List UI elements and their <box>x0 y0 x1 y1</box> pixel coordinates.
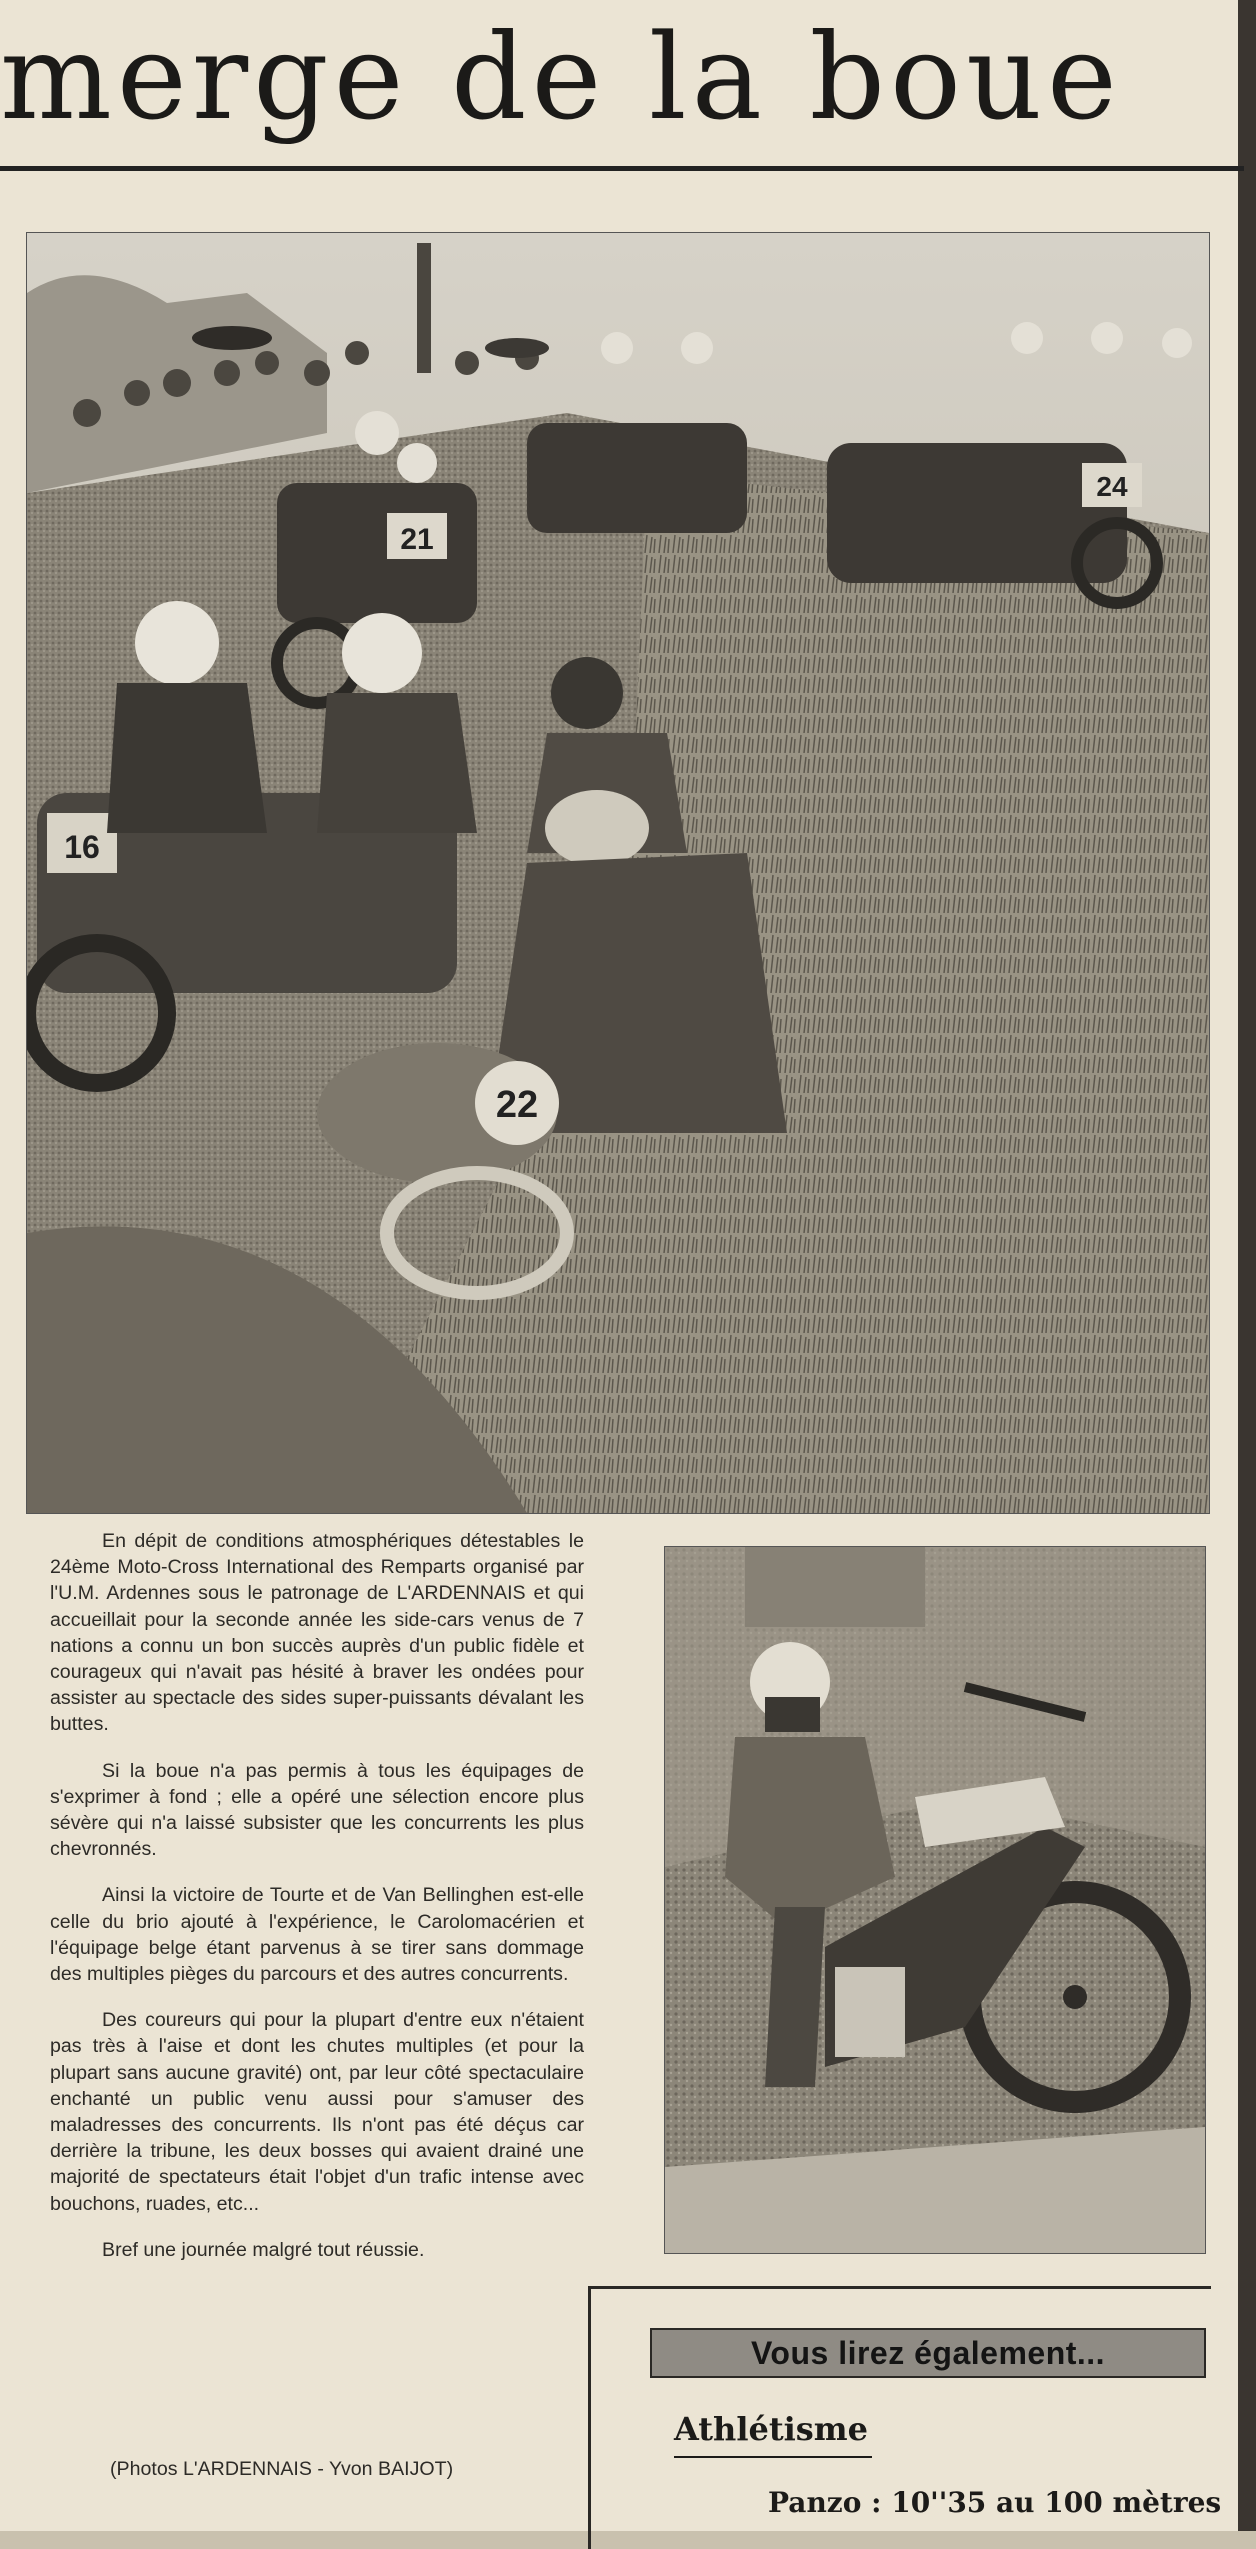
article-paragraph: Bref une journée malgré tout réussie. <box>102 2238 425 2261</box>
scan-edge <box>1238 0 1256 2531</box>
photo-credit: (Photos L'ARDENNAIS - Yvon BAIJOT) <box>110 2458 454 2480</box>
also-read-item: Panzo : 10''35 au 100 mètres <box>768 2486 1222 2519</box>
number-16: 16 <box>64 829 100 865</box>
section-heading: Athlétisme <box>674 2410 868 2448</box>
article-paragraph: Ainsi la victoire de Tourte et de Van Bellinghen est-elle celle du brio ajouté à l'expérience, le Carolomacérien et l'équipage belge étant parvenus à se tirer sans dommage des multiples pièges du parcours et des autres concurrents. <box>50 1884 584 1986</box>
number-22: 22 <box>495 1084 539 1126</box>
main-photo <box>26 232 1210 1514</box>
secondary-photo <box>664 1546 1206 2254</box>
also-read-title: Vous lirez également... <box>650 2328 1206 2378</box>
number-24: 24 <box>1096 471 1128 502</box>
section-underline <box>674 2456 872 2458</box>
headline-rule <box>0 166 1244 171</box>
number-21: 21 <box>400 523 434 556</box>
article-paragraph: En dépit de conditions atmosphériques détestables le 24ème Moto-Cross International des Remparts organisé par l'U.M. Ardennes sous le patronage de L'ARDENNAIS et qui accueillait pour la seconde année les side-cars venus de 7 nations a connu un bon succès auprès d'un public fidèle et courageux qui n'avait pas hésité à braver les ondées pour assister au spectacle des sides super-puissants dévalant les buttes. <box>50 1530 584 1736</box>
article-body <box>50 1528 584 2283</box>
article-paragraph: Si la boue n'a pas permis à tous les équipages de s'exprimer à fond ; elle a opéré une sélection encore plus sévère qui n'a laissé subsister que les concurrents les plus chevronnés. <box>50 1759 584 1861</box>
article-paragraph: Des coureurs qui pour la plupart d'entre eux n'étaient pas très à l'aise et dont les chutes multiples (et pour la plupart sans aucune gravité) ont, par leur côté spectaculaire enchanté un public venu aussi pour s'amuser des maladresses des concurrents. Ils n'ont pas été déçus car derrière la tribune, les deux bosses qui avaient drainé une majorité de spectateurs était l'objet d'un trafic intense avec bouchons, ruades, etc... <box>50 2009 584 2215</box>
headline: merge de la boue <box>0 8 1122 146</box>
